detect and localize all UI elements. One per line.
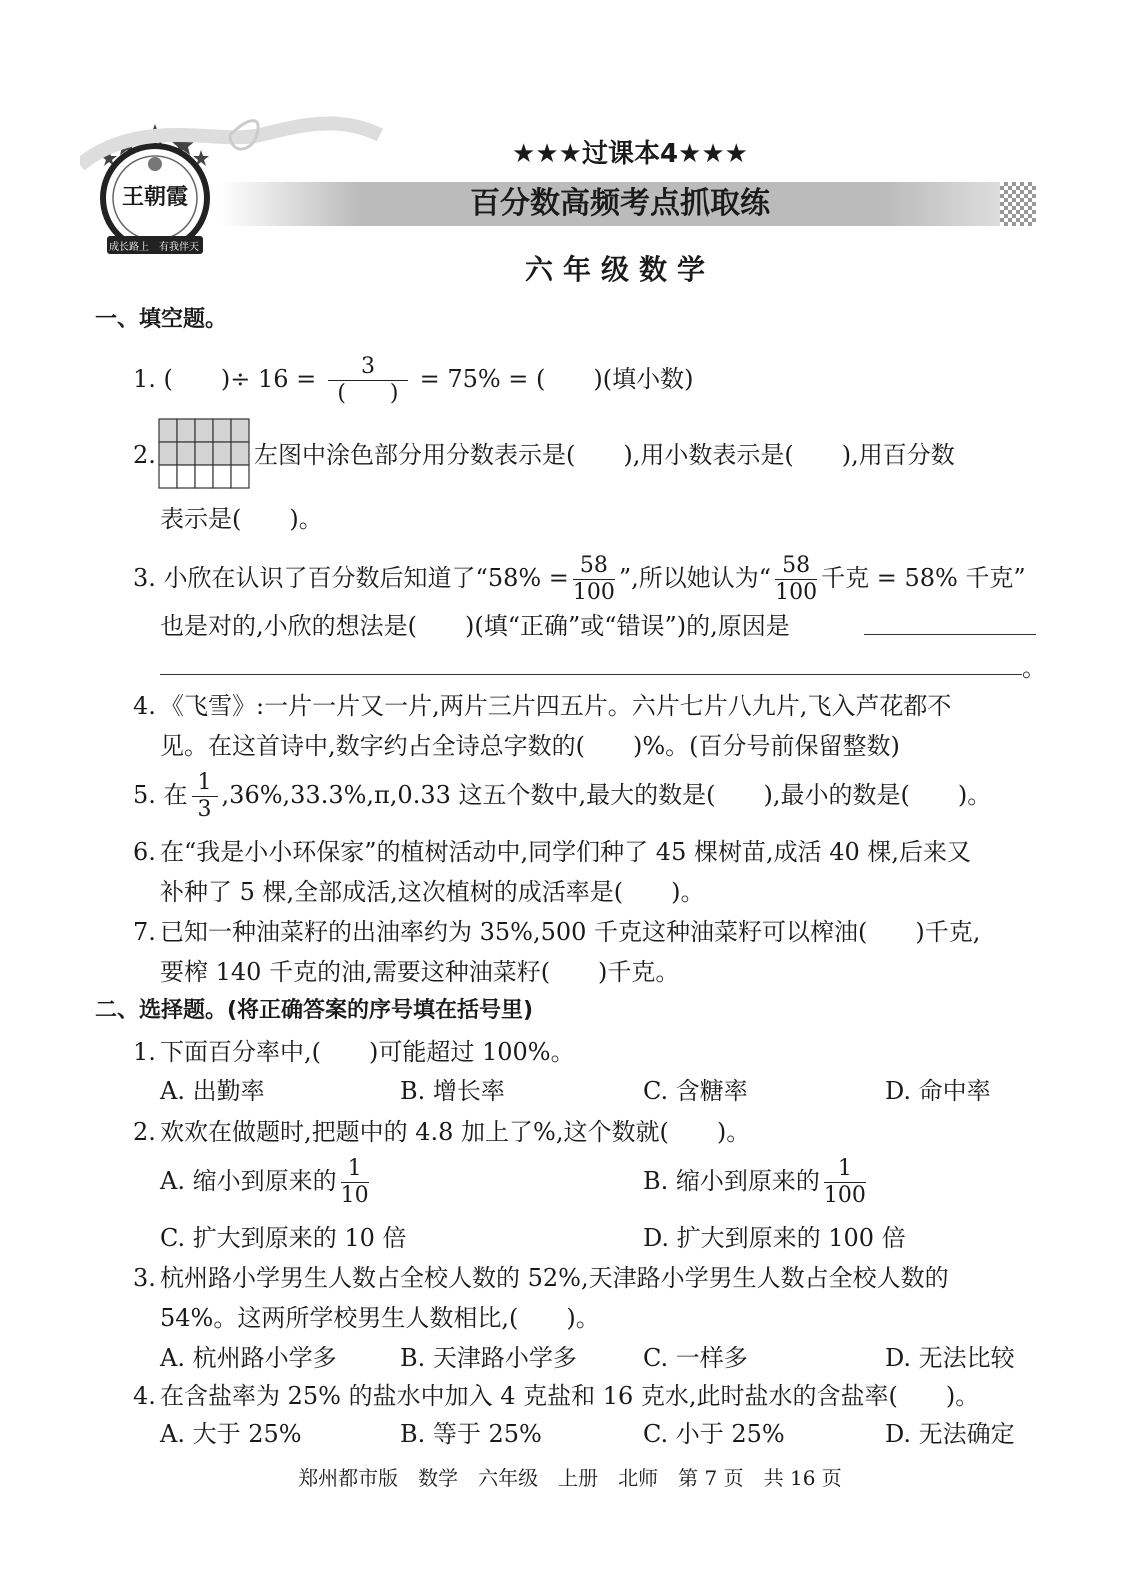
section-heading-fill: 一、填空题。 (95, 307, 228, 332)
q3-f1-num: 58 (573, 553, 615, 580)
grid-cell (177, 442, 195, 465)
c4-option-a[interactable]: A. 大于 25% (160, 1420, 302, 1448)
grid-cell (159, 465, 177, 488)
c3-line2: 54%。这两所学校男生人数相比,( )。 (160, 1304, 600, 1332)
c2-option-a-fraction (341, 1156, 369, 1209)
q7-number: 7. (133, 918, 156, 946)
grid-cell (213, 442, 231, 465)
c3-option-d[interactable]: D. 无法比较 (885, 1344, 1015, 1372)
q4-line1: 《飞雪》:一片一片又一片,两片三片四五片。六片七片八九片,飞入芦花都不 (160, 692, 952, 720)
q5-number: 5. (133, 781, 156, 809)
q3-line1 (133, 553, 1026, 606)
c2-option-b-fraction (824, 1156, 866, 1209)
q3-end: 。 (1022, 654, 1046, 682)
c2-option-a-text: A. 缩小到原来的 (160, 1167, 337, 1195)
c3-number: 3. (133, 1264, 156, 1292)
q3-text-c: 千克 = 58% 千克” (821, 564, 1026, 592)
page-footer: 郑州都市版 数学 六年级 上册 北师 第 7 页 共 16 页 (298, 1466, 842, 1490)
header-badge: ★★★过课本4★★★ (512, 139, 748, 169)
section-heading-choice: 二、选择题。(将正确答案的序号填在括号里) (95, 998, 534, 1023)
q1-frac-den: ( ) (337, 381, 399, 406)
c1-option-d[interactable]: D. 命中率 (885, 1077, 991, 1105)
q5-fraction (192, 770, 218, 823)
q5-frac-num: 1 (192, 770, 218, 797)
q3-f2-num: 58 (775, 553, 817, 580)
q4-number: 4. (133, 692, 156, 720)
q3-answer-line-1[interactable] (864, 634, 1036, 635)
q3-line2: 也是对的,小欣的想法是( )(填“正确”或“错误”)的,原因是 (160, 612, 790, 640)
grid-cell (177, 465, 195, 488)
q1-post: = 75% = ( )(填小数) (419, 365, 694, 393)
ribbon-decoration (80, 105, 400, 255)
grid-cell (195, 419, 213, 442)
q6-line2: 补种了 5 棵,全部成活,这次植树的成活率是( )。 (160, 878, 705, 906)
c3-option-b[interactable]: B. 天津路小学多 (400, 1344, 577, 1372)
q5 (133, 770, 991, 823)
q3-answer-line-2[interactable] (160, 674, 1022, 675)
q5-pre: 在 (163, 781, 188, 809)
q3-fraction-2 (775, 553, 817, 606)
grid-cell (177, 419, 195, 442)
q1-pre: ( )÷ 16 = (163, 365, 317, 393)
c4-stem: 在含盐率为 25% 的盐水中加入 4 克盐和 16 克水,此时盐水的含盐率( )。 (160, 1382, 980, 1410)
grid-cell (195, 465, 213, 488)
page-subtitle: 六年级数学 (524, 253, 715, 286)
grid-cell (159, 442, 177, 465)
q6-line1: 在“我是小小环保家”的植树活动中,同学们种了 45 棵树苗,成活 40 棵,后来又 (160, 838, 972, 866)
c4-number: 4. (133, 1382, 156, 1410)
q3-fraction-1 (573, 553, 615, 606)
logo-slogan-right: 有我伴天 (159, 242, 199, 253)
page-title: 百分数高频考点抓取练 (470, 186, 770, 221)
c3-option-a[interactable]: A. 杭州路小学多 (160, 1344, 337, 1372)
c1-option-c[interactable]: C. 含糖率 (643, 1077, 748, 1105)
q3-text-a: 小欣在认识了百分数后知道了“58% = (163, 564, 569, 592)
q1-fraction (328, 354, 408, 407)
q7-line1: 已知一种油菜籽的出油率约为 35%,500 千克这种油菜籽可以榨油( )千克, (160, 918, 981, 946)
q2-number: 2. (133, 441, 156, 469)
grid-cell (231, 419, 249, 442)
q1-frac-num: 3 (328, 354, 408, 381)
c3-line1: 杭州路小学男生人数占全校人数的 52%,天津路小学男生人数占全校人数的 (160, 1264, 949, 1292)
q5-frac-den: 3 (197, 797, 212, 822)
q1 (133, 354, 693, 407)
logo-slogan-left: 成长路上 (109, 242, 149, 253)
c2-a-den: 10 (340, 1183, 369, 1208)
c2-b-num: 1 (824, 1156, 866, 1183)
c4-option-c[interactable]: C. 小于 25% (643, 1420, 785, 1448)
q2-line1: 左图中涂色部分用分数表示是( ),用小数表示是( ),用百分数 (254, 441, 955, 469)
c2-b-den: 100 (823, 1183, 866, 1208)
c4-option-d[interactable]: D. 无法确定 (885, 1420, 1015, 1448)
q1-number: 1. (133, 365, 156, 393)
c2-option-b-text: B. 缩小到原来的 (643, 1167, 820, 1195)
c3-option-c[interactable]: C. 一样多 (643, 1344, 748, 1372)
c1-stem: 下面百分率中,( )可能超过 100%。 (160, 1038, 575, 1066)
grid-cell (231, 442, 249, 465)
q3-f1-den: 100 (572, 580, 615, 605)
q5-post: ,36%,33.3%,π,0.33 这五个数中,最大的数是( ),最小的数是( )。 (221, 781, 992, 809)
q4-line2: 见。在这首诗中,数字约占全诗总字数的( )%。(百分号前保留整数) (160, 732, 900, 760)
grid-cell (213, 419, 231, 442)
c2-option-a[interactable] (160, 1156, 373, 1209)
q2-line2: 表示是( )。 (160, 505, 323, 533)
grid-cell (231, 465, 249, 488)
c4-option-b[interactable]: B. 等于 25% (400, 1420, 542, 1448)
grid-cell (213, 465, 231, 488)
q3-text-b: ”,所以她认为“ (618, 564, 772, 592)
q2-grid (158, 418, 252, 494)
c1-option-a[interactable]: A. 出勤率 (160, 1077, 265, 1105)
c2-option-b[interactable] (643, 1156, 870, 1209)
q3-f2-den: 100 (775, 580, 818, 605)
c2-option-c[interactable]: C. 扩大到原来的 10 倍 (160, 1224, 407, 1252)
c1-option-b[interactable]: B. 增长率 (400, 1077, 505, 1105)
c1-number: 1. (133, 1038, 156, 1066)
logo-text: 王朝霞 (121, 184, 188, 210)
grid-cell (159, 419, 177, 442)
c2-number: 2. (133, 1118, 156, 1146)
c2-stem: 欢欢在做题时,把题中的 4.8 加上了%,这个数就( )。 (160, 1118, 751, 1146)
q6-number: 6. (133, 838, 156, 866)
q3-number: 3. (133, 564, 156, 592)
grid-cell (195, 442, 213, 465)
q7-line2: 要榨 140 千克的油,需要这种油菜籽( )千克。 (160, 958, 680, 986)
c2-a-num: 1 (341, 1156, 369, 1183)
c2-option-d[interactable]: D. 扩大到原来的 100 倍 (643, 1224, 906, 1252)
